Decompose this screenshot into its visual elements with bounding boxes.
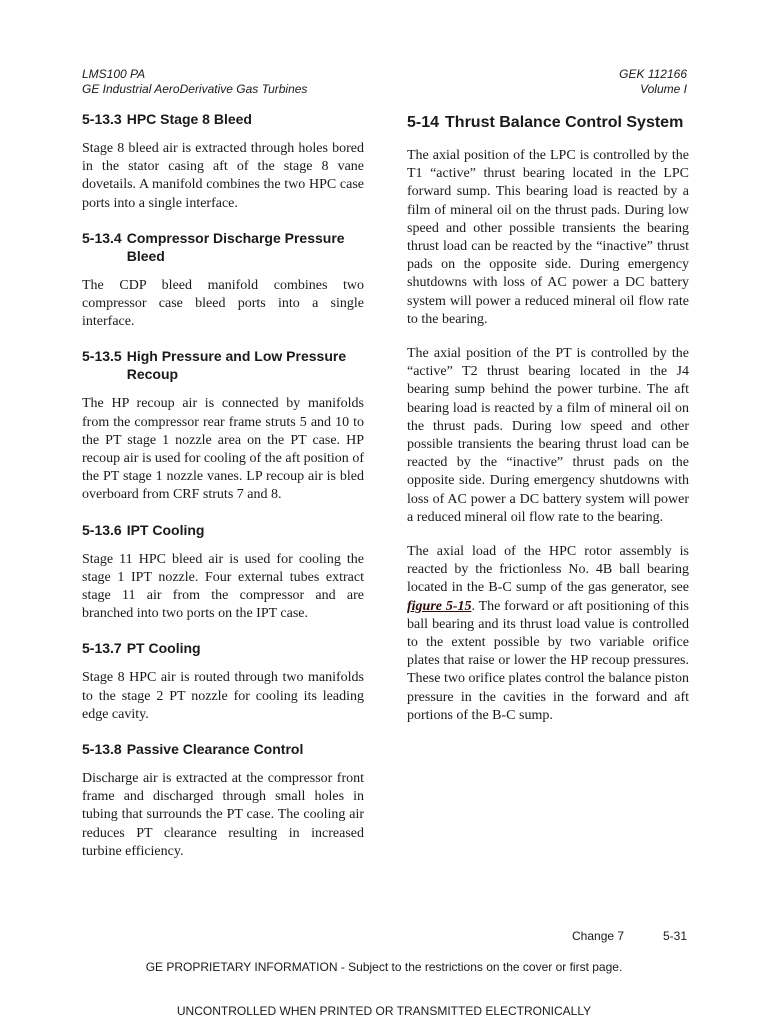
section-heading <box>82 347 364 383</box>
section-5-13-3 <box>82 110 364 213</box>
header-product: LMS100 PA <box>82 67 146 81</box>
section-5-13-7 <box>82 639 364 724</box>
section-title: HPC Stage 8 Bleed <box>126 111 252 127</box>
section-number: 5-13.3 <box>82 111 122 127</box>
header-subtitle: GE Industrial AeroDerivative Gas Turbines <box>82 82 308 96</box>
section-title: High Pressure and Low Pressure Recoup <box>126 348 347 383</box>
section-5-13-5 <box>82 347 364 504</box>
section-5-13-6 <box>82 521 364 624</box>
section-number: 5-13.8 <box>82 741 122 758</box>
section-number: 5-13.6 <box>82 521 122 538</box>
section-title: IPT Cooling <box>126 521 205 538</box>
left-column <box>82 110 364 877</box>
header-doc-number: GEK 112166 <box>619 67 687 81</box>
paragraph-text: The axial load of the HPC rotor assembly is reacted by the frictionless No. 4B ball bearing located in the B-C sump of the gas generator, see <box>407 544 689 596</box>
section-title: Passive Clearance Control <box>126 741 304 758</box>
paragraph-lpc-axial-position: The axial position of the LPC is controlled by the T1 “active” thrust bearing located in the LPC forward sump. This bearing load is reacted by a film of mineral oil on the thrust pads. During low speed and other possible transients the bearing thrust load can be reacted by the “inactive” thrust pads on the opposite side. During emergency shutdowns with loss of AC power a DC battery system will power a reduced mineral oil flow rate to the bearing. <box>407 148 689 327</box>
section-number: 5-14 <box>407 114 440 131</box>
right-column <box>407 110 689 741</box>
running-header-right <box>619 67 687 97</box>
paragraph-pt-axial-position: The axial position of the PT is controlled by the “active” T2 thrust bearing located in the J4 bearing sump behind the power turbine. The aft bearing load is reacted by a film of mineral oil on the thrust pads. During low speed and other possible transients the bearing thrust load can be reacted by the “inactive” thrust pads on the opposite side. During emergency shutdowns with loss of AC power a DC battery system will power a reduced mineral oil flow rate to the bearing. <box>407 346 689 525</box>
section-body: The HP recoup air is connected by manifolds from the compressor rear frame struts 5 and 10 to the PT stage 1 nozzle area on the PT case. HP recoup air is used for cooling of the aft position of the PT stage 1 nozzle vanes. LP recoup air is bled overboard from CRF struts 7 and 8. <box>82 396 364 503</box>
section-heading <box>82 740 364 758</box>
header-volume: Volume I <box>640 82 687 96</box>
section-heading <box>82 521 364 539</box>
section-5-13-4 <box>82 229 364 332</box>
section-title: Compressor Discharge Pressure Bleed <box>126 229 345 264</box>
section-body: Stage 11 HPC bleed air is used for cooling the stage 1 IPT nozzle. Four external tubes extract stage 11 air from the compressor and are branched into two ports on the IPT case. <box>82 551 364 622</box>
section-body: The CDP bleed manifold combines two compressor case bleed ports into a single interface. <box>82 277 364 330</box>
running-header-left <box>82 67 307 97</box>
section-5-13-8 <box>82 740 364 861</box>
paragraph-text: . The forward or aft positioning of this ball bearing and its thrust load value is controlled to the extent possible by two variable orifice plates that raise or lower the HP recoup pressures. These two orifice plates control the balance piston pressure in the cavities in the forward and aft portions of the B-C sump. <box>407 598 689 723</box>
section-body: Stage 8 bleed air is extracted through holes bored in the stator casing aft of the stage 8 vane dovetails. A manifold combines the two HPC case ports into a single interface. <box>82 141 364 211</box>
section-number: 5-13.4 <box>82 229 122 246</box>
section-number: 5-13.7 <box>82 640 122 657</box>
page-number: 5-31 <box>662 929 687 943</box>
section-body: Discharge air is extracted at the compressor front frame and discharged through small holes in tubing that surrounds the PT case. The cooling air reduces PT clearance resulting in increased turbine efficiency. <box>82 771 364 859</box>
section-heading <box>82 110 364 128</box>
section-title: Thrust Balance Control System <box>445 114 684 131</box>
proprietary-notice: GE PROPRIETARY INFORMATION - Subject to the restrictions on the cover or first page. <box>145 960 623 974</box>
section-heading-5-14 <box>407 112 689 133</box>
change-number: Change 7 <box>572 929 625 943</box>
figure-5-15-link[interactable]: figure 5-15 <box>407 598 472 614</box>
paragraph-hpc-axial-load <box>407 543 689 725</box>
section-body: Stage 8 HPC air is routed through two manifolds to the stage 2 PT nozzle for cooling its leading edge cavity. <box>82 670 364 722</box>
section-title: PT Cooling <box>126 640 201 657</box>
section-number: 5-13.5 <box>82 348 122 365</box>
uncontrolled-notice: UNCONTROLLED WHEN PRINTED OR TRANSMITTED ELECTRONICALLY <box>176 1004 592 1018</box>
section-heading <box>82 229 364 265</box>
section-heading <box>82 639 364 657</box>
